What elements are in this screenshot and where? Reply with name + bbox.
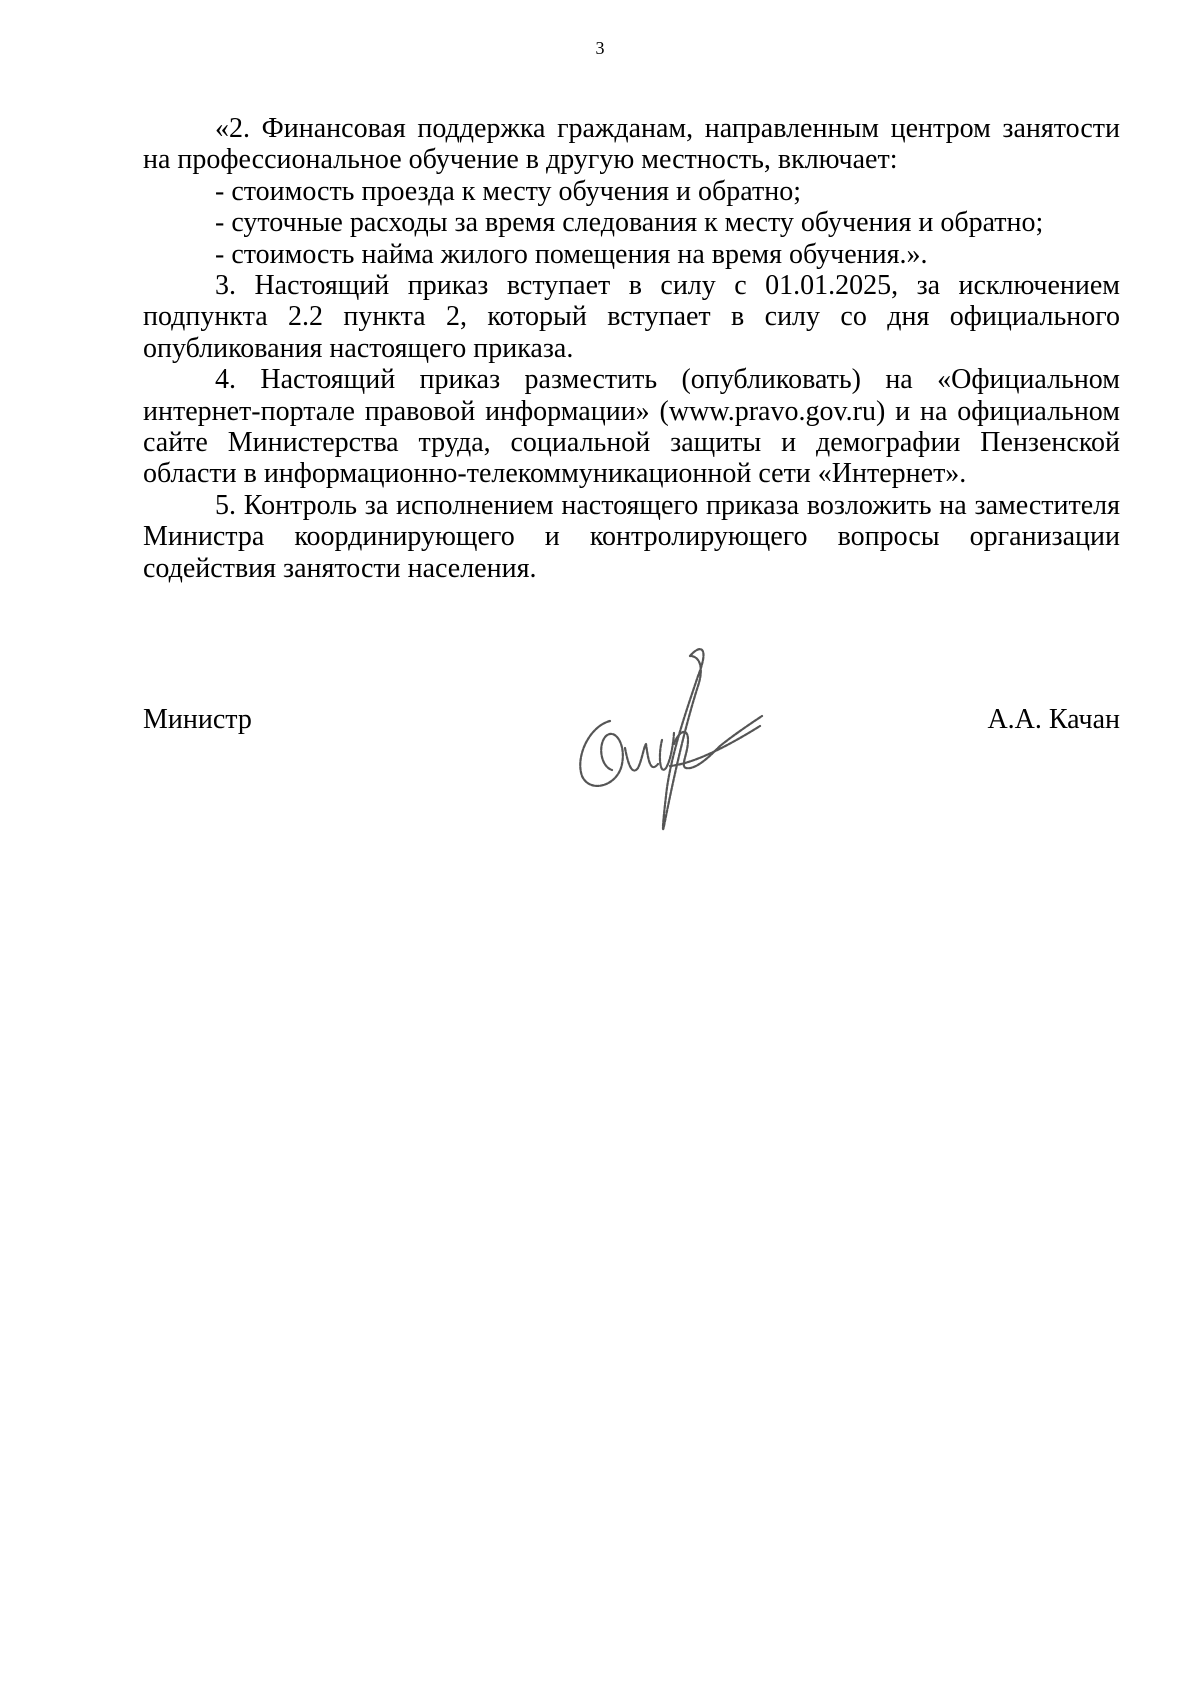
document-body [143,113,1120,584]
signatory-name: А.А. Качан [987,704,1120,735]
list-item-housing-cost: - стоимость найма жилого помещения на время обучения.». [215,238,928,270]
paragraph-publication: 4. Настоящий приказ разместить (опубликовать) на «Официальном интернет-портале правовой информации» (www.pravo.gov.ru) и на официальном сайте Министерства труда, социальной защиты и демографии Пензенской области в информационно-телекоммуникационной сети «Интернет». [143,364,1120,490]
page-number: 3 [595,38,605,58]
list-item-travel-cost: - стоимость проезда к месту обучения и обратно; [215,175,801,207]
handwritten-signature-icon [570,636,780,856]
signatory-title: Министр [143,704,252,735]
paragraph-control: 5. Контроль за исполнением настоящего приказа возложить на заместителя Министра координирующего и контролирующего вопросы организации содействия занятости населения. [143,489,1120,584]
paragraph-financial-support: «2. Финансовая поддержка гражданам, направленным центром занятости на профессиональное обучение в другую местность, включает: [143,113,1120,176]
paragraph-effective-date: 3. Настоящий приказ вступает в силу с 01.01.2025, за исключением подпункта 2.2 пункта 2, который вступает в силу со дня официального опубликования настоящего приказа. [143,270,1120,364]
list-item-daily-expenses: - суточные расходы за время следования к месту обучения и обратно; [215,207,1044,239]
